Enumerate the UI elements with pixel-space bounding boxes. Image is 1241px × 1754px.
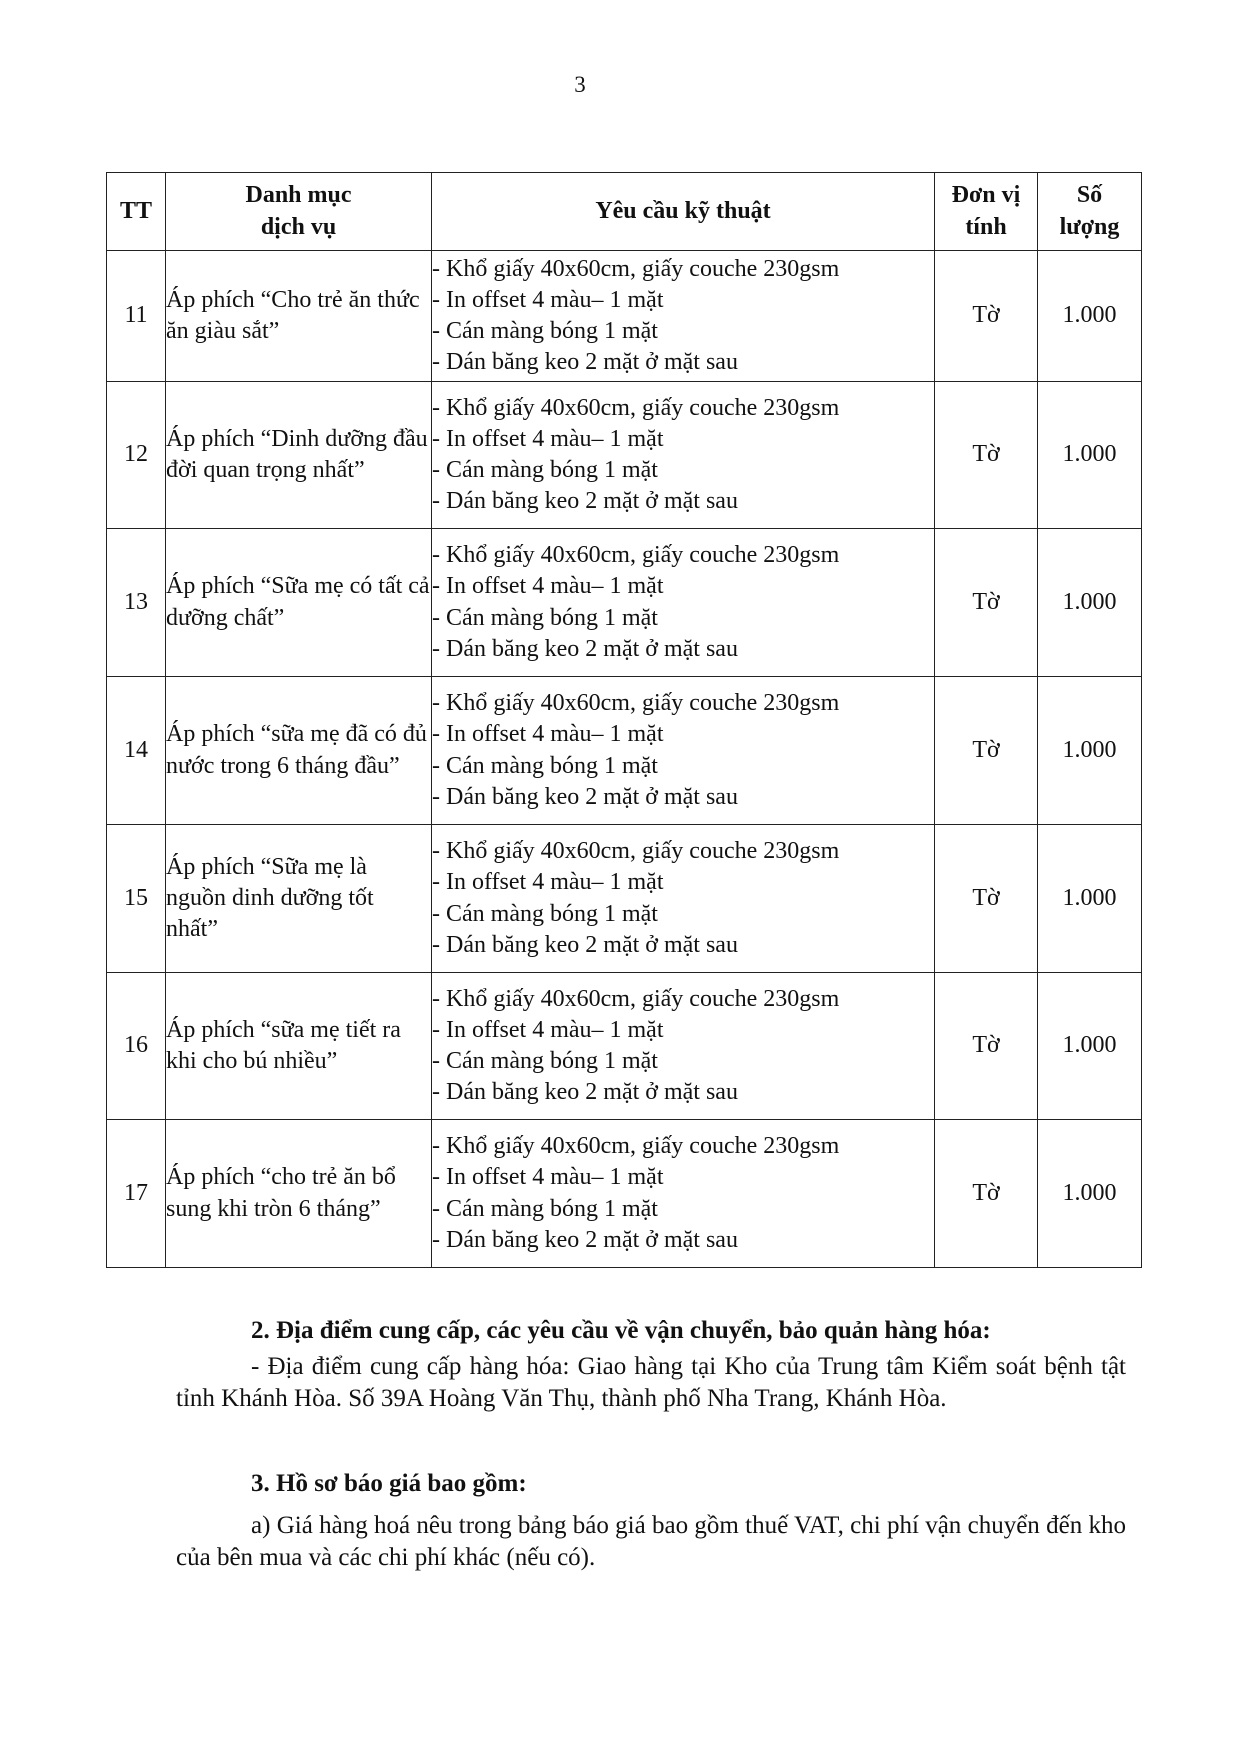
quantity: 1.000 [1038,677,1142,825]
table-row [107,973,1142,1120]
requirement-line: - In offset 4 màu– 1 mặt [432,869,664,896]
section-2-text: - Địa điểm cung cấp hàng hóa: Giao hàng tại Kho của Trung tâm Kiểm soát bệnh tật tỉnh Khánh Hòa. Số 39A Hoàng Văn Thụ, thành phố Nha Trang, Khánh Hòa. [176,1353,1126,1412]
requirement-line: - Dán băng keo 2 mặt ở mặt sau [432,1226,738,1253]
service-name: Áp phích “Cho trẻ ăn thức ăn giàu sắt” [166,251,432,382]
header-service-name [166,173,432,251]
header-unit-line: tính [965,213,1007,240]
requirement-line: - In offset 4 màu– 1 mặt [432,1164,664,1191]
service-name: Áp phích “cho trẻ ăn bổ sung khi tròn 6 tháng” [166,1120,432,1268]
header-quantity-line: lượng [1059,213,1120,240]
table-row [107,677,1142,825]
unit: Tờ [935,825,1038,973]
header-unit [935,173,1038,251]
requirement-line: - Cán màng bóng 1 mặt [432,1048,658,1074]
quantity: 1.000 [1038,973,1142,1120]
technical-requirements [432,382,935,529]
technical-requirements [432,1120,935,1268]
technical-requirements [432,677,935,825]
requirement-line: - Khổ giấy 40x60cm, giấy couche 230gsm [432,690,840,717]
requirement-line: - Cán màng bóng 1 mặt [432,752,658,779]
table-row [107,825,1142,973]
requirement-line: - In offset 4 màu– 1 mặt [432,1016,664,1043]
service-name: Áp phích “sữa mẹ tiết ra khi cho bú nhiều” [166,973,432,1120]
technical-requirements [432,825,935,973]
requirement-line: - Dán băng keo 2 mặt ở mặt sau [432,488,738,515]
requirement-line: - Dán băng keo 2 mặt ở mặt sau [432,635,738,662]
requirement-line: - Cán màng bóng 1 mặt [432,457,658,483]
service-name: Áp phích “Sữa mẹ là nguồn dinh dưỡng tốt nhất” [166,825,432,973]
requirement-line: - Khổ giấy 40x60cm, giấy couche 230gsm [432,1133,840,1160]
header-quantity [1038,173,1142,251]
requirement-line: - In offset 4 màu– 1 mặt [432,573,664,600]
row-number: 11 [107,251,166,382]
row-number: 13 [107,529,166,677]
requirement-line: - In offset 4 màu– 1 mặt [432,721,664,748]
table-row [107,382,1142,529]
header-service-name-line: dịch vụ [260,213,337,240]
unit: Tờ [935,529,1038,677]
requirement-line: - In offset 4 màu– 1 mặt [432,425,664,452]
header-quantity-line: Số [1076,182,1103,209]
header-unit-line: Đơn vị [951,182,1021,209]
technical-requirements [432,529,935,677]
unit: Tờ [935,382,1038,529]
quantity: 1.000 [1038,529,1142,677]
unit: Tờ [935,251,1038,382]
unit: Tờ [935,973,1038,1120]
requirement-line: - Khổ giấy 40x60cm, giấy couche 230gsm [432,394,840,421]
row-number: 12 [107,382,166,529]
quantity: 1.000 [1038,251,1142,382]
quantity: 1.000 [1038,1120,1142,1268]
requirement-line: - Khổ giấy 40x60cm, giấy couche 230gsm [432,985,840,1012]
requirement-line: - Cán màng bóng 1 mặt [432,900,658,927]
unit: Tờ [935,1120,1038,1268]
quantity: 1.000 [1038,825,1142,973]
header-service-name-line: Danh mục [245,182,352,209]
requirement-line: - Dán băng keo 2 mặt ở mặt sau [432,1079,738,1106]
unit: Tờ [935,677,1038,825]
technical-requirements [432,251,935,382]
requirement-line: - Cán màng bóng 1 mặt [432,604,658,631]
row-number: 14 [107,677,166,825]
quantity: 1.000 [1038,382,1142,529]
requirement-line: - Dán băng keo 2 mặt ở mặt sau [432,783,738,810]
service-name: Áp phích “Dinh dưỡng đầu đời quan trọng nhất” [166,382,432,529]
row-number: 17 [107,1120,166,1268]
section-3-text: a) Giá hàng hoá nêu trong bảng báo giá bao gồm thuế VAT, chi phí vận chuyển đến kho của bên mua và các chi phí khác (nếu có). [176,1512,1126,1571]
requirement-line: - Dán băng keo 2 mặt ở mặt sau [432,931,738,958]
header-requirements: Yêu cầu kỹ thuật [432,173,935,251]
service-name: Áp phích “sữa mẹ đã có đủ nước trong 6 tháng đầu” [166,677,432,825]
requirement-line: - Cán màng bóng 1 mặt [432,318,658,344]
technical-requirements [432,973,935,1120]
section-3-heading: 3. Hồ sơ báo giá bao gồm: [251,1470,527,1497]
requirement-line: - Dán băng keo 2 mặt ở mặt sau [432,349,738,376]
row-number: 15 [107,825,166,973]
table-body [107,251,1142,1268]
table-row [107,1120,1142,1268]
requirement-line: - Khổ giấy 40x60cm, giấy couche 230gsm [432,838,840,865]
page-number: 3 [574,72,586,97]
row-number: 16 [107,973,166,1120]
requirement-line: - In offset 4 màu– 1 mặt [432,286,664,313]
requirement-line: - Cán màng bóng 1 mặt [432,1195,658,1222]
service-spec-table [106,172,1142,1268]
section-delivery [176,1315,1126,1415]
requirement-line: - Khổ giấy 40x60cm, giấy couche 230gsm [432,255,840,282]
table-row [107,251,1142,382]
service-name: Áp phích “Sữa mẹ có tất cả dưỡng chất” [166,529,432,677]
requirement-line: - Khổ giấy 40x60cm, giấy couche 230gsm [432,542,840,569]
section-2-heading: 2. Địa điểm cung cấp, các yêu cầu về vận chuyển, bảo quản hàng hóa: [251,1317,991,1344]
table-header-row [107,173,1142,251]
table-row [107,529,1142,677]
header-tt: TT [107,173,166,251]
section-quotation-docs [176,1468,1126,1574]
